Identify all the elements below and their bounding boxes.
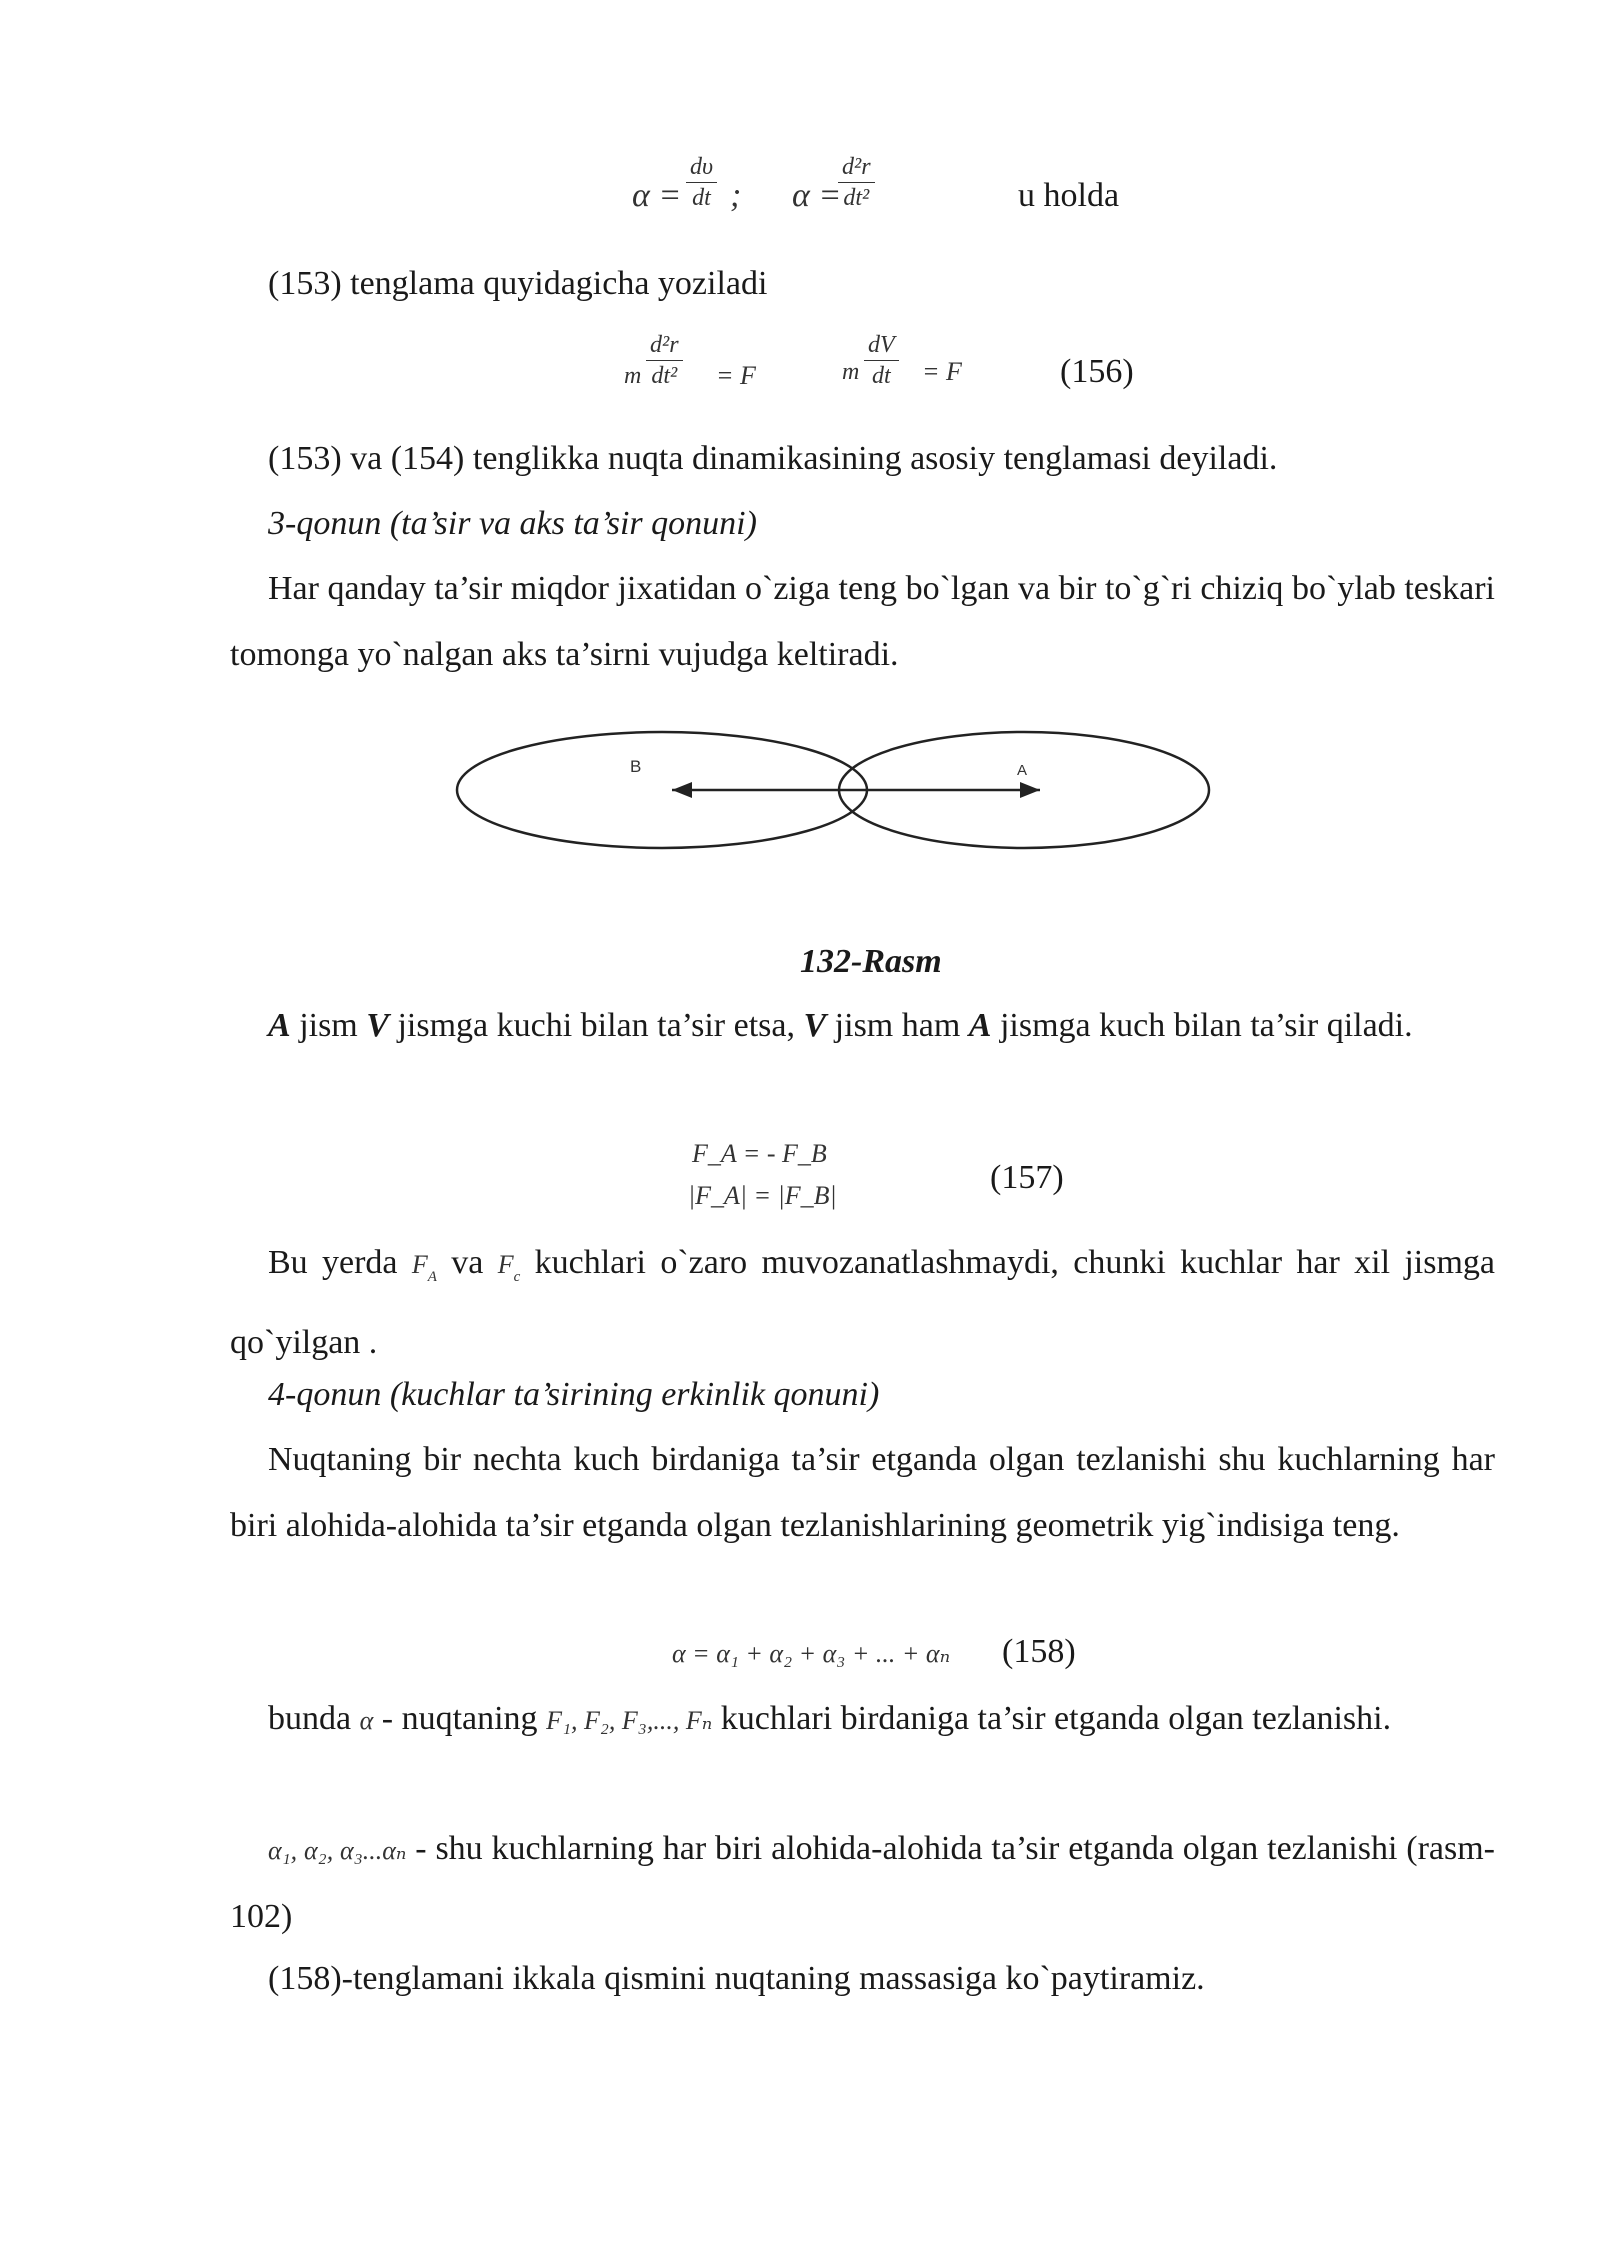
paragraph-3: A jism V jismga kuchi bilan ta’sir etsa, V jism ham A jismga kuch bilan ta’sir qiladi. (268, 1007, 1413, 1044)
document-page: α = $\frac{d\upsilon}{dt}$ ; α = $\frac{\text{d²r}}{\text{dt²}}$ u holda (153) tenglama quyidagicha yoziladi m $\frac{\text{d²r}}{\text{dt²}}$ = F m $\frac{dV}{dt}$ = F (156) (153) va (154) tenglikka nuqta dinamikasining asosiy tenglamasi deyiladi. 3-qonun (ta’sir va aks ta’sir qonuni) Har qanday ta’sir miqdor jixatidan o`ziga teng bo`lgan va bir to`g`ri chiziq bo`ylab teskari tomonga yo`nalgan aks ta’sirni vujudga keltiradi. B A 132-Rasm A jism V jismga kuchi bilan ta’sir etsa, V jism ham A jismga kuch bilan ta’sir qiladi. F_A = - F_B |F_A| = |F_B| (157) Bu yerda $F_A$ va $F_c$ kuchlari o`zaro muvozanatlashmaydi, chunki kuchlar har xil jismga qo`yilgan . 4-qonun (kuchlar ta’sirining erkinlik qonuni) Nuqtaning bir nechta kuch birdaniga ta’sir etganda olgan tezlanishi shu kuchlarning har biri alohida-alohida ta’sir etganda olgan tezlanishlarining geometrik yig`indisiga teng. α = α₁ + α₂ + α₃ + ... + αₙ (158) bunda α - nuqtaning F₁, F₂, F₃,..., Fₙ kuchlari birdaniga ta’sir etganda olgan tezlanishi. α₁, α₂, α₃...αₙ - shu kuchlarning har biri alohida-alohida ta’sir etganda olgan tezlanishi (rasm-102) (158)-tenglamani ikkala qismini nuqtaning massasiga ko`paytiramiz. (230, 154, 1496, 1997)
arrow-right-icon (1020, 782, 1040, 798)
figure-caption: 132-Rasm (800, 943, 942, 980)
eq-fraction-2: $\frac{\text{d²r}}{\text{dt²}}$ (838, 152, 875, 213)
label-a: A (1017, 762, 1028, 779)
paragraph-1: (153) tenglama quyidagicha yoziladi (268, 265, 768, 302)
figure-two-bodies (450, 722, 1250, 862)
eq-lhs-2: α = (792, 177, 842, 214)
law4-title: 4-qonun (kuchlar ta’sirining erkinlik qonuni) (268, 1376, 880, 1413)
equation-number: (156) (1060, 353, 1134, 390)
arrow-left-icon (672, 782, 692, 798)
paragraph-7: (158)-tenglamani ikkala qismini nuqtaning massasiga ko`paytiramiz. (268, 1960, 1205, 1997)
eq-fraction-1: $\frac{d\upsilon}{dt}$ (686, 152, 717, 213)
law4-text: Nuqtaning bir nechta kuch birdaniga ta’sir etganda olgan tezlanishi shu kuchlarning har biri alohida-alohida ta’sir etganda olgan tezlanishlarining geometrik yig`indisiga teng. (230, 1441, 1495, 1544)
label-b: B (630, 757, 642, 776)
law3-text: Har qanday ta’sir miqdor jixatidan o`ziga teng bo`lgan va bir to`g`ri chiziq bo`ylab teskari tomonga yo`nalgan aks ta’sirni vujudga keltiradi. (230, 570, 1495, 673)
paragraph-2: (153) va (154) tenglikka nuqta dinamikasining asosiy tenglamasi deyiladi. (268, 440, 1278, 477)
paragraph-4: Bu yerda $F_A$ va $F_c$ kuchlari o`zaro muvozanatlashmaydi, chunki kuchlar har xil jismga qo`yilgan . (230, 1244, 1496, 1361)
eq-lhs-1: α = (632, 177, 682, 214)
paragraph-6: α₁, α₂, α₃...αₙ - shu kuchlarning har biri alohida-alohida ta’sir etganda olgan tezlanishi (rasm-102) (230, 1830, 1496, 1935)
law3-title: 3-qonun (ta’sir va aks ta’sir qonuni) (268, 505, 757, 542)
equation-number: (157) (990, 1159, 1064, 1196)
equation-number: (158) (1002, 1633, 1076, 1670)
paragraph-5: bunda α - nuqtaning F₁, F₂, F₃,..., Fₙ kuchlari birdaniga ta’sir etganda olgan tezlanishi. (268, 1700, 1392, 1737)
eq-tail-text: u holda (1018, 177, 1120, 214)
